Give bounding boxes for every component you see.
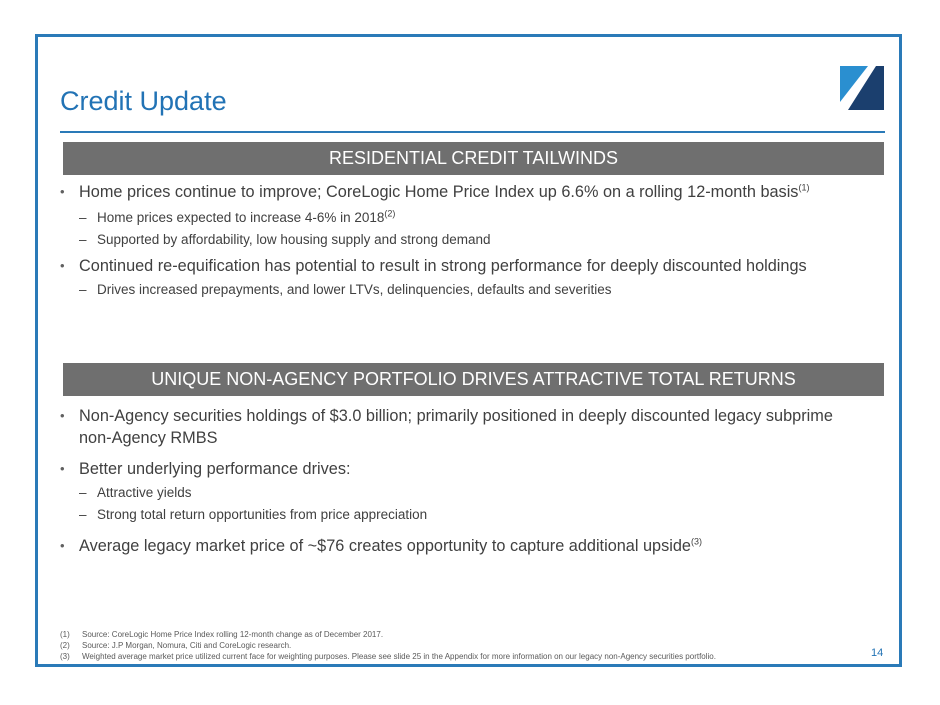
- list-item: – Attractive yields: [60, 483, 860, 503]
- dash-icon: –: [79, 282, 87, 297]
- list-item: • Continued re-equification has potential to result in strong performance for deeply discounted holdings: [60, 257, 807, 275]
- bullet-icon: •: [60, 538, 65, 553]
- dash-icon: –: [79, 485, 87, 500]
- list-item: – Home prices expected to increase 4-6% in 2018$^{(2)}$: [60, 208, 860, 228]
- list-item: – Strong total return opportunities from price appreciation: [60, 505, 860, 525]
- bullet-icon: •: [60, 184, 65, 199]
- page-number: 14: [871, 647, 884, 659]
- section1-bullets: [60, 181, 860, 300]
- list-item: – Drives increased prepayments, and lower LTVs, delinquencies, defaults and severities: [60, 280, 860, 300]
- dash-icon: –: [79, 210, 87, 225]
- list-item: – Supported by affordability, low housing supply and strong demand: [60, 230, 860, 250]
- page-title: Credit Update: [60, 86, 227, 116]
- bullet-icon: •: [60, 461, 65, 476]
- dash-icon: –: [79, 232, 87, 247]
- title-divider: [60, 131, 885, 133]
- footnote: (1) Source: CoreLogic Home Price Index rolling 12-month change as of December 2017.: [60, 630, 384, 639]
- footnote: (3) Weighted average market price utilized current face for weighting purposes. Please see slide 25 in the Appendix for more information on our legacy non-Agency securities portfolio.: [60, 652, 716, 661]
- section-banner-non-agency: UNIQUE NON-AGENCY PORTFOLIO DRIVES ATTRACTIVE TOTAL RETURNS: [63, 363, 884, 396]
- list-item: • Non-Agency securities holdings of $3.0 billion; primarily positioned in deeply discounted legacy subprime non-Agency RMBS: [60, 407, 833, 447]
- bullet-icon: •: [60, 408, 65, 423]
- list-item: • Home prices continue to improve; CoreLogic Home Price Index up 6.6% on a rolling 12-month basis$^{(1)}$: [60, 182, 810, 201]
- list-item: • Average legacy market price of ~$76 creates opportunity to capture additional upside$^{(3)}$: [60, 536, 702, 555]
- footnote: (2) Source: J.P Morgan, Nomura, Citi and CoreLogic research.: [60, 641, 292, 650]
- dash-icon: –: [79, 507, 87, 522]
- section2-bullets: [60, 405, 860, 557]
- slide-frame: [35, 34, 902, 667]
- list-item: • Better underlying performance drives:: [60, 460, 351, 478]
- company-logo-icon: [838, 62, 886, 112]
- section-banner-residential: RESIDENTIAL CREDIT TAILWINDS: [63, 142, 884, 175]
- bullet-icon: •: [60, 258, 65, 273]
- footnotes: [60, 629, 716, 662]
